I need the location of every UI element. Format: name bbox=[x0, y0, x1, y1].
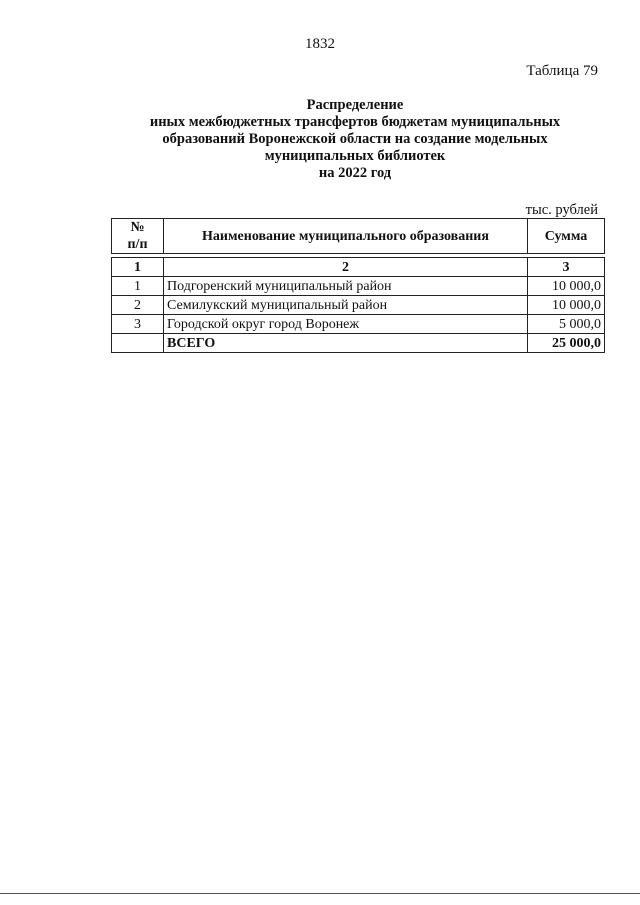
column-number-cell: 2 bbox=[164, 258, 528, 277]
row-sum: 10 000,0 bbox=[528, 277, 605, 296]
title-line: образований Воронежской области на создание модельных bbox=[162, 131, 548, 147]
row-number: 2 bbox=[112, 296, 164, 315]
table-row bbox=[112, 277, 605, 296]
header-sum: Сумма bbox=[528, 219, 605, 254]
row-number: 3 bbox=[112, 315, 164, 334]
row-name: Семилукский муниципальный район bbox=[164, 296, 528, 315]
scan-bottom-edge bbox=[0, 893, 640, 894]
table-row bbox=[112, 296, 605, 315]
title-line: Распределение bbox=[306, 97, 404, 113]
total-number bbox=[112, 334, 164, 353]
units-label: тыс. рублей bbox=[525, 202, 598, 218]
table-header-row bbox=[112, 219, 605, 254]
column-number-cell: 1 bbox=[112, 258, 164, 277]
row-sum: 5 000,0 bbox=[528, 315, 605, 334]
column-number-cell: 3 bbox=[528, 258, 605, 277]
distribution-table bbox=[111, 218, 605, 353]
header-number bbox=[112, 219, 164, 254]
document-title bbox=[100, 97, 610, 182]
page-number: 1832 bbox=[305, 36, 335, 52]
table-row bbox=[112, 315, 605, 334]
row-sum: 10 000,0 bbox=[528, 296, 605, 315]
total-row bbox=[112, 334, 605, 353]
title-line: на 2022 год bbox=[318, 165, 392, 181]
title-line: иных межбюджетных трансфертов бюджетам муниципальных bbox=[149, 114, 561, 130]
table-label: Таблица 79 bbox=[526, 63, 598, 79]
header-name: Наименование муниципального образования bbox=[164, 219, 528, 254]
title-line: муниципальных библиотек bbox=[264, 148, 446, 164]
total-sum: 25 000,0 bbox=[528, 334, 605, 353]
header-number-line2: п/п bbox=[127, 237, 148, 252]
column-number-row bbox=[112, 258, 605, 277]
row-number: 1 bbox=[112, 277, 164, 296]
total-label: ВСЕГО bbox=[164, 334, 528, 353]
row-name: Городской округ город Воронеж bbox=[164, 315, 528, 334]
header-number-line1: № bbox=[130, 220, 145, 235]
row-name: Подгоренский муниципальный район bbox=[164, 277, 528, 296]
